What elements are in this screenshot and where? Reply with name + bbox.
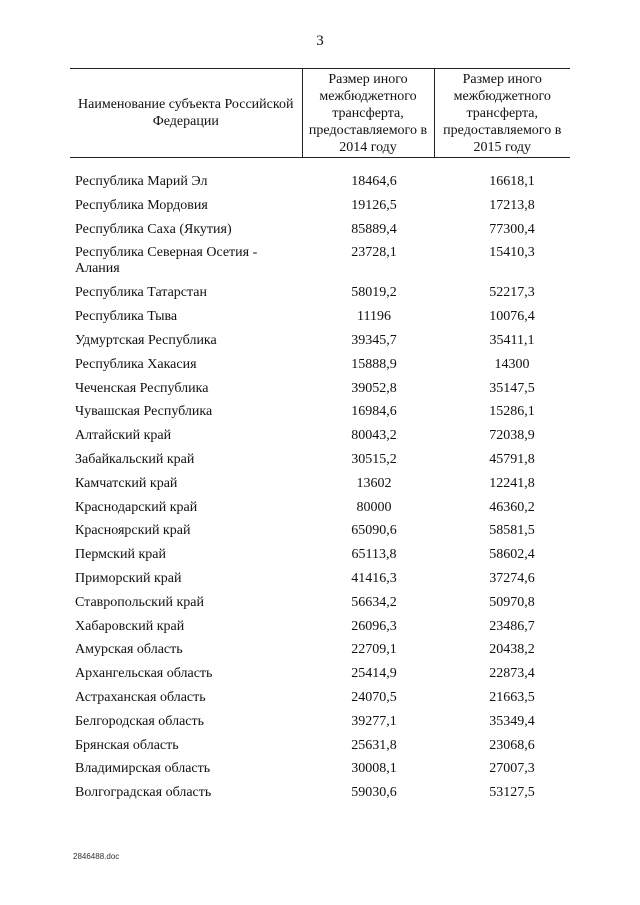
subject-name-cell: Пермский край — [75, 547, 166, 563]
transfer-2014-cell: 18464,6 — [351, 174, 397, 189]
transfer-2015-cell: 23068,6 — [489, 737, 535, 753]
transfer-2014-cell: 26096,3 — [351, 618, 397, 634]
table-row — [70, 333, 570, 357]
subject-name-cell: Архангельская область — [75, 666, 213, 682]
subject-name-cell: Алтайский край — [75, 428, 172, 444]
table-row — [70, 381, 570, 405]
transfer-2015-cell: 15286,1 — [489, 404, 535, 420]
transfer-2014-cell: 23728,1 — [351, 245, 397, 261]
subject-name-cell: Республика Татарстан — [75, 285, 208, 301]
table-row — [70, 785, 570, 809]
subject-name-cell: Республика Марий Эл — [75, 174, 208, 189]
transfer-2014-cell: 19126,5 — [351, 197, 397, 213]
table-row — [70, 690, 570, 714]
table-row — [70, 619, 570, 643]
table-row — [70, 309, 570, 333]
subject-name-cell: Краснодарский край — [75, 499, 198, 515]
table-row — [70, 523, 570, 547]
subject-name-cell: Чеченская Республика — [75, 380, 209, 396]
transfer-2014-cell: 59030,6 — [351, 785, 397, 801]
subject-name-cell: Красноярский край — [75, 523, 191, 539]
transfer-2014-cell: 41416,3 — [351, 570, 397, 586]
transfer-2014-cell: 80000 — [356, 499, 392, 515]
table-row — [70, 595, 570, 619]
transfer-2014-cell: 11196 — [357, 309, 391, 325]
subject-name-cell: Удмуртская Республика — [75, 332, 217, 348]
table-row — [70, 738, 570, 762]
table-row — [70, 198, 570, 222]
transfer-2014-cell: 85889,4 — [351, 221, 397, 237]
transfer-2014-cell: 25414,9 — [351, 666, 397, 682]
transfer-2015-cell: 21663,5 — [489, 689, 535, 705]
table-row — [70, 571, 570, 595]
transfer-2015-cell: 50970,8 — [489, 594, 535, 610]
table-body — [70, 158, 570, 809]
transfer-2015-cell: 22873,4 — [489, 666, 535, 682]
subject-name-cell: Брянская область — [75, 737, 179, 753]
page-number: 3 — [316, 33, 324, 49]
transfer-2015-cell: 58602,4 — [489, 547, 535, 563]
subject-name-cell: Республика Мордовия — [75, 197, 208, 213]
table-row — [70, 158, 570, 198]
subject-name-cell: Амурская область — [75, 642, 183, 658]
document-file-name: 2846488.doc — [73, 852, 120, 861]
table-row — [70, 452, 570, 476]
transfer-2014-cell: 80043,2 — [351, 428, 397, 444]
transfer-2015-cell: 14300 — [494, 356, 530, 372]
transfer-2014-cell: 65113,8 — [351, 547, 397, 563]
table-row — [70, 642, 570, 666]
transfer-2014-cell: 56634,2 — [351, 594, 397, 610]
transfer-2014-cell: 58019,2 — [351, 285, 397, 301]
table-row — [70, 404, 570, 428]
subject-name-cell: Забайкальский край — [75, 451, 195, 467]
header-transfer-2015: Размер иного межбюджетного трансферта, предоставляемого в 2015 году — [434, 69, 570, 158]
subject-name-cell: Приморский край — [75, 570, 182, 586]
transfer-2014-cell: 39052,8 — [351, 380, 397, 396]
transfer-2015-cell: 10076,4 — [489, 309, 535, 325]
subject-name-cell: Астраханская область — [75, 689, 206, 705]
transfer-2014-cell: 30008,1 — [351, 761, 397, 777]
transfer-2014-cell: 24070,5 — [351, 689, 397, 705]
transfer-2015-cell: 52217,3 — [489, 285, 535, 301]
table-row — [70, 714, 570, 738]
transfer-2014-cell: 65090,6 — [351, 523, 397, 539]
transfer-2015-cell: 72038,9 — [489, 428, 535, 444]
transfer-2015-cell: 35147,5 — [489, 380, 535, 396]
table-row — [70, 500, 570, 524]
table-row — [70, 222, 570, 246]
transfer-table-container — [70, 68, 570, 809]
header-subject-name: Наименование субъекта Российской Федерации — [70, 69, 302, 158]
transfer-2015-cell: 58581,5 — [489, 523, 535, 539]
transfer-2015-cell: 35411,1 — [489, 332, 535, 348]
transfer-2014-cell: 22709,1 — [351, 642, 397, 658]
header-transfer-2014: Размер иного межбюджетного трансферта, предоставляемого в 2014 году — [302, 69, 434, 158]
subject-name-cell: Чувашская Республика — [75, 404, 213, 420]
subject-name-cell: Республика Хакасия — [75, 356, 197, 372]
transfer-2015-cell: 12241,8 — [489, 475, 535, 491]
transfer-table — [70, 68, 570, 809]
transfer-2015-cell: 23486,7 — [489, 618, 535, 634]
subject-name-cell: Белгородская область — [75, 713, 205, 729]
table-row — [70, 666, 570, 690]
transfer-2015-cell: 77300,4 — [489, 221, 535, 237]
transfer-2015-cell: 16618,1 — [489, 174, 535, 189]
subject-name-cell: Камчатский край — [75, 475, 178, 491]
subject-name-cell: Республика Северная Осетия - Алания — [75, 245, 258, 277]
subject-name-cell: Республика Саха (Якутия) — [75, 221, 232, 237]
transfer-2014-cell: 39345,7 — [351, 332, 397, 348]
transfer-2015-cell: 37274,6 — [489, 570, 535, 586]
table-header — [70, 69, 570, 158]
transfer-2015-cell: 46360,2 — [489, 499, 535, 515]
transfer-2014-cell: 30515,2 — [351, 451, 397, 467]
table-row — [70, 357, 570, 381]
table-row — [70, 428, 570, 452]
subject-name-cell: Хабаровский край — [75, 618, 185, 634]
transfer-2015-cell: 35349,4 — [489, 713, 535, 729]
transfer-2014-cell: 15888,9 — [351, 356, 397, 372]
subject-name-cell: Волгоградская область — [75, 785, 212, 801]
table-row — [70, 245, 570, 285]
subject-name-cell: Владимирская область — [75, 761, 211, 777]
subject-name-cell: Ставропольский край — [75, 594, 204, 610]
transfer-2015-cell: 20438,2 — [489, 642, 535, 658]
table-row — [70, 547, 570, 571]
header-row — [70, 69, 570, 158]
table-row — [70, 476, 570, 500]
transfer-2014-cell: 25631,8 — [351, 737, 397, 753]
transfer-2015-cell: 53127,5 — [489, 785, 535, 801]
table-row — [70, 285, 570, 309]
transfer-2014-cell: 39277,1 — [351, 713, 397, 729]
transfer-2014-cell: 13602 — [356, 475, 392, 491]
transfer-2014-cell: 16984,6 — [351, 404, 397, 420]
table-row — [70, 761, 570, 785]
subject-name-cell: Республика Тыва — [75, 309, 178, 325]
transfer-2015-cell: 27007,3 — [489, 761, 535, 777]
transfer-2015-cell: 17213,8 — [489, 197, 535, 213]
transfer-2015-cell: 45791,8 — [489, 451, 535, 467]
transfer-2015-cell: 15410,3 — [489, 245, 535, 261]
